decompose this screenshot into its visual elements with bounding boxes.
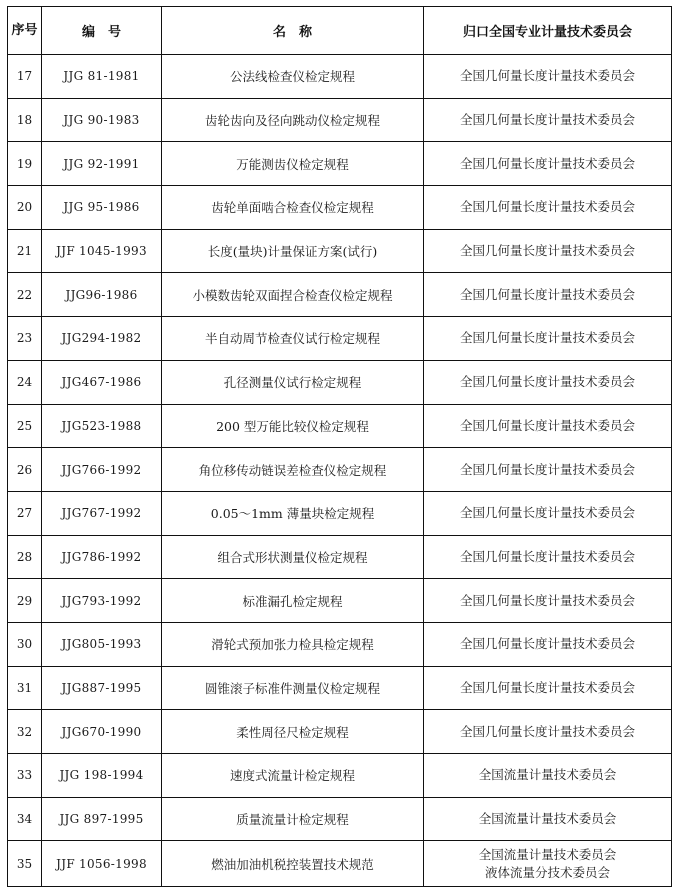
table-row [8,55,672,99]
committee-line: 全国几何量长度计量技术委员会 [459,112,635,128]
cell-code: JJG670-1990 [42,710,162,754]
cell-code: JJG887-1995 [42,666,162,710]
table-row [8,710,672,754]
cell-code: JJG 95-1986 [42,186,162,230]
cell-committee [424,317,672,361]
cell-committee [424,186,672,230]
cell-seq: 32 [8,710,42,754]
committee-line: 全国几何量长度计量技术委员会 [459,636,635,652]
table-row [8,229,672,273]
committee-line: 液体流量分技术委员会 [484,864,610,880]
cell-name: 0.05～1mm 薄量块检定规程 [162,491,424,535]
cell-seq: 29 [8,579,42,623]
cell-seq: 28 [8,535,42,579]
cell-code: JJG96-1986 [42,273,162,317]
cell-committee [424,622,672,666]
cell-name: 公法线检查仪检定规程 [162,55,424,99]
table-row [8,797,672,841]
table-row [8,317,672,361]
cell-seq: 34 [8,797,42,841]
cell-name: 速度式流量计检定规程 [162,754,424,798]
table-row [8,579,672,623]
table-row [8,98,672,142]
cell-seq: 22 [8,273,42,317]
cell-committee [424,710,672,754]
committee-line: 全国几何量长度计量技术委员会 [459,68,635,84]
cell-code: JJG 92-1991 [42,142,162,186]
table-row [8,360,672,404]
committee-line: 全国几何量长度计量技术委员会 [459,548,635,564]
cell-code: JJG 90-1983 [42,98,162,142]
cell-name: 质量流量计检定规程 [162,797,424,841]
committee-line: 全国几何量长度计量技术委员会 [459,374,635,390]
table-row [8,404,672,448]
cell-committee [424,754,672,798]
cell-seq: 26 [8,448,42,492]
cell-code: JJG 897-1995 [42,797,162,841]
header-committee: 归口全国专业计量技术委员会 [424,7,672,55]
cell-committee [424,491,672,535]
cell-seq: 30 [8,622,42,666]
cell-seq: 31 [8,666,42,710]
table-row [8,622,672,666]
committee-line: 全国几何量长度计量技术委员会 [459,417,635,433]
table-row [8,491,672,535]
committee-line: 全国几何量长度计量技术委员会 [459,679,635,695]
committee-line: 全国几何量长度计量技术委员会 [459,592,635,608]
committee-line: 全国流量计量技术委员会 [478,846,617,862]
cell-name: 孔径测量仪试行检定规程 [162,360,424,404]
header-seq: 序号 [8,7,42,55]
committee-line: 全国流量计量技术委员会 [478,811,617,827]
cell-committee [424,360,672,404]
table-body [8,55,672,887]
cell-committee [424,579,672,623]
table-row [8,754,672,798]
cell-seq: 19 [8,142,42,186]
cell-seq: 25 [8,404,42,448]
header-code: 编 号 [42,7,162,55]
cell-committee [424,448,672,492]
cell-name: 齿轮单面啮合检查仪检定规程 [162,186,424,230]
cell-committee [424,229,672,273]
cell-seq: 27 [8,491,42,535]
cell-seq: 18 [8,98,42,142]
committee-line: 全国几何量长度计量技术委员会 [459,723,635,739]
cell-code: JJF 1056-1998 [42,841,162,887]
cell-committee [424,797,672,841]
cell-name: 圆锥滚子标准件测量仪检定规程 [162,666,424,710]
cell-committee [424,666,672,710]
cell-name: 齿轮齿向及径向跳动仪检定规程 [162,98,424,142]
cell-committee [424,98,672,142]
cell-name: 万能测齿仪检定规程 [162,142,424,186]
cell-name: 燃油加油机税控装置技术规范 [162,841,424,887]
committee-line: 全国几何量长度计量技术委员会 [459,461,635,477]
cell-seq: 33 [8,754,42,798]
cell-name: 滑轮式预加张力检具检定规程 [162,622,424,666]
cell-name: 半自动周节检查仪试行检定规程 [162,317,424,361]
cell-name: 长度(量块)计量保证方案(试行) [162,229,424,273]
cell-seq: 21 [8,229,42,273]
table-row [8,186,672,230]
cell-code: JJG766-1992 [42,448,162,492]
cell-code: JJG467-1986 [42,360,162,404]
cell-code: JJG805-1993 [42,622,162,666]
cell-name: 柔性周径尺检定规程 [162,710,424,754]
cell-seq: 24 [8,360,42,404]
header-row [8,7,672,55]
cell-name: 角位移传动链误差检查仪检定规程 [162,448,424,492]
table-row [8,448,672,492]
table-row [8,535,672,579]
cell-committee [424,535,672,579]
cell-name: 组合式形状测量仪检定规程 [162,535,424,579]
cell-code: JJG523-1988 [42,404,162,448]
standards-table-container [7,6,672,887]
cell-code: JJF 1045-1993 [42,229,162,273]
header-name: 名 称 [162,7,424,55]
cell-name: 标准漏孔检定规程 [162,579,424,623]
cell-code: JJG793-1992 [42,579,162,623]
cell-seq: 20 [8,186,42,230]
cell-seq: 23 [8,317,42,361]
standards-table [7,6,672,887]
table-row [8,142,672,186]
committee-line: 全国几何量长度计量技术委员会 [459,286,635,302]
committee-line: 全国几何量长度计量技术委员会 [459,505,635,521]
cell-committee [424,841,672,887]
committee-line: 全国几何量长度计量技术委员会 [459,243,635,259]
cell-name: 小模数齿轮双面捏合检查仪检定规程 [162,273,424,317]
table-row [8,666,672,710]
cell-code: JJG786-1992 [42,535,162,579]
cell-committee [424,142,672,186]
cell-seq: 17 [8,55,42,99]
cell-committee [424,55,672,99]
table-row [8,273,672,317]
cell-code: JJG 81-1981 [42,55,162,99]
cell-code: JJG294-1982 [42,317,162,361]
committee-line: 全国流量计量技术委员会 [478,767,617,783]
cell-name: 200 型万能比较仪检定规程 [162,404,424,448]
cell-code: JJG767-1992 [42,491,162,535]
table-row [8,841,672,887]
cell-code: JJG 198-1994 [42,754,162,798]
committee-line: 全国几何量长度计量技术委员会 [459,199,635,215]
committee-line: 全国几何量长度计量技术委员会 [459,155,635,171]
cell-committee [424,273,672,317]
committee-line: 全国几何量长度计量技术委员会 [459,330,635,346]
cell-seq: 35 [8,841,42,887]
cell-committee [424,404,672,448]
